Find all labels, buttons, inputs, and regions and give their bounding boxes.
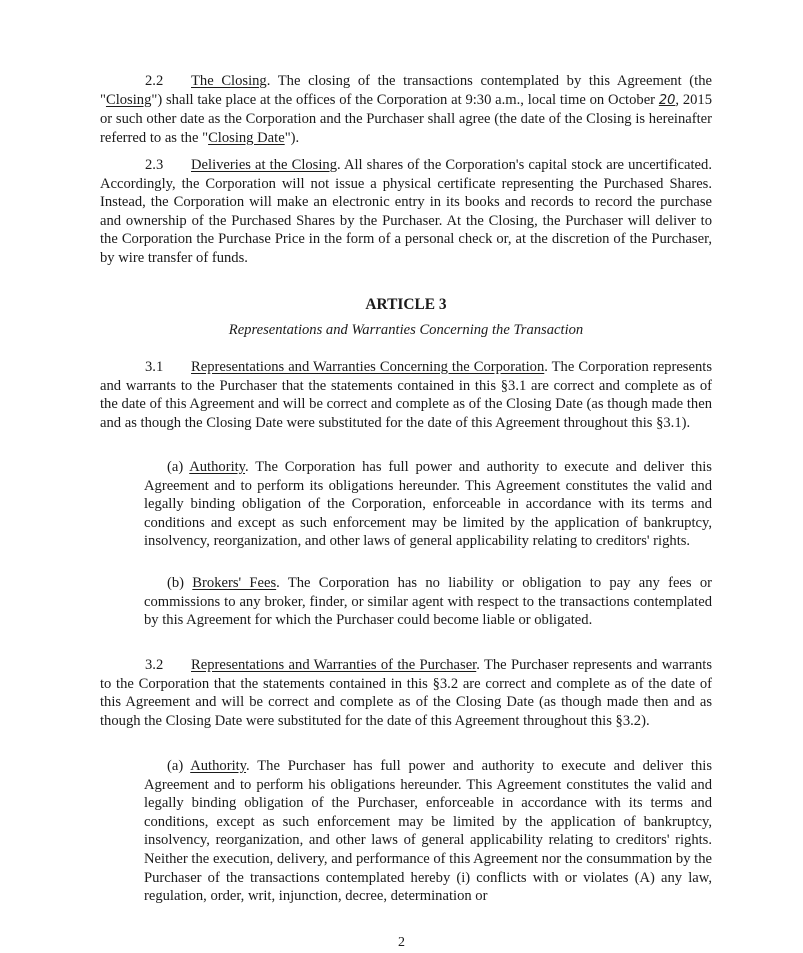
section-title: The Closing bbox=[191, 73, 267, 89]
section-3-2 bbox=[100, 656, 712, 730]
subsection-3-1-a bbox=[144, 458, 712, 551]
article-heading: ARTICLE 3 bbox=[365, 296, 447, 313]
section-3-1 bbox=[100, 358, 712, 432]
subsection-label: (b) bbox=[167, 575, 193, 591]
subsection-title: Brokers' Fees bbox=[192, 575, 277, 591]
defined-term-closing-date: Closing Date bbox=[208, 129, 285, 146]
subsection-title: Authority bbox=[189, 459, 246, 475]
subsection-3-1-b bbox=[144, 574, 712, 630]
handwritten-day: 20 bbox=[658, 92, 676, 108]
section-text: . The Purchaser represents and warrants to the Corporation that the statements contained in this §3.2 are correct and complete as of the date of this Agreement and will be correct and complete as of the Closing Date (as though made then and as though the Closing Date were substituted for the date of this Agreement throughout this §3.2). bbox=[100, 657, 712, 729]
section-text: . All shares of the Corporation's capital stock are uncertificated. Accordingly, the Corporation will not issue a physical certificate representing the Purchased Shares. Instead, the Corporation will make an electronic entry in its books and records to record the purchase and ownership of the Purchased Shares by the Purchaser. At the Closing, the Purchaser will deliver to the Corporation the Purchase Price in the form of a personal check or, at the discretion of the Purchaser, by wire transfer of funds. bbox=[100, 157, 712, 266]
page-number: 2 bbox=[398, 935, 405, 950]
subsection-3-2-a bbox=[144, 757, 712, 906]
section-title: Representations and Warranties Concerning the Corporation bbox=[191, 359, 545, 375]
section-text: "). bbox=[284, 129, 300, 146]
section-text: . The Corporation represents and warrants to the Purchaser that the statements contained in this §3.1 are correct and complete as of the date of this Agreement and will be correct and complete as of the Closing Date (as though made then and as though the Closing Date were substituted for the date of this Agreement throughout this §3.1). bbox=[100, 359, 712, 431]
section-text: . The closing of the transactions contemplated by this Agreement (the " bbox=[100, 73, 712, 108]
section-2-2 bbox=[100, 72, 712, 147]
section-number: 2.2 bbox=[145, 73, 164, 89]
section-number: 3.1 bbox=[145, 359, 164, 375]
section-title: Representations and Warranties of the Purchaser bbox=[191, 657, 477, 673]
section-number: 3.2 bbox=[145, 657, 164, 673]
subsection-text: . The Corporation has full power and authority to execute and deliver this Agreement and to perform its obligations hereunder. This Agreement constitutes the valid and legally binding obligation of the Corporation, enforceable in accordance with its terms and conditions and except as such enforcement may be limited by the application of bankruptcy, insolvency, reorganization, and other laws of general applicability relating to creditors' rights. bbox=[144, 459, 712, 550]
defined-term-closing: Closing bbox=[105, 91, 152, 108]
section-text: , 2015 or such other date as the Corporation and the Purchaser shall agree (the date of the Closing is hereinafter referred to as the " bbox=[100, 91, 713, 146]
subsection-text: . The Corporation has no liability or obligation to pay any fees or commissions to any broker, finder, or similar agent with respect to the transactions contemplated by this Agreement for which the Purchaser could become liable or obligated. bbox=[144, 575, 713, 629]
section-number: 2.3 bbox=[145, 157, 164, 173]
section-text: ") shall take place at the offices of the Corporation at 9:30 a.m., local time on October bbox=[151, 91, 659, 108]
article-subheading: Representations and Warranties Concerning the Transaction bbox=[228, 322, 584, 338]
subsection-label: (a) bbox=[167, 758, 191, 774]
section-2-3 bbox=[100, 156, 712, 268]
subsection-title: Authority bbox=[190, 758, 247, 774]
section-title: Deliveries at the Closing bbox=[191, 157, 338, 173]
subsection-text: . The Purchaser has full power and authority to execute and deliver this Agreement and to perform his obligations hereunder. This Agreement constitutes the valid and legally binding obligation of the Purchaser, enforceable in accordance with its terms and conditions, except as such enforcement may be limited by the application of bankruptcy, insolvency, reorganization, and other laws of general applicability relating to creditors' rights. Neither the execution, delivery, and performance of this Agreement nor the consummation by the Purchaser of the transactions contemplated hereby (i) conflicts with or violates (A) any law, regulation, order, writ, injunction, decree, determination or bbox=[144, 758, 712, 905]
subsection-label: (a) bbox=[167, 459, 190, 475]
